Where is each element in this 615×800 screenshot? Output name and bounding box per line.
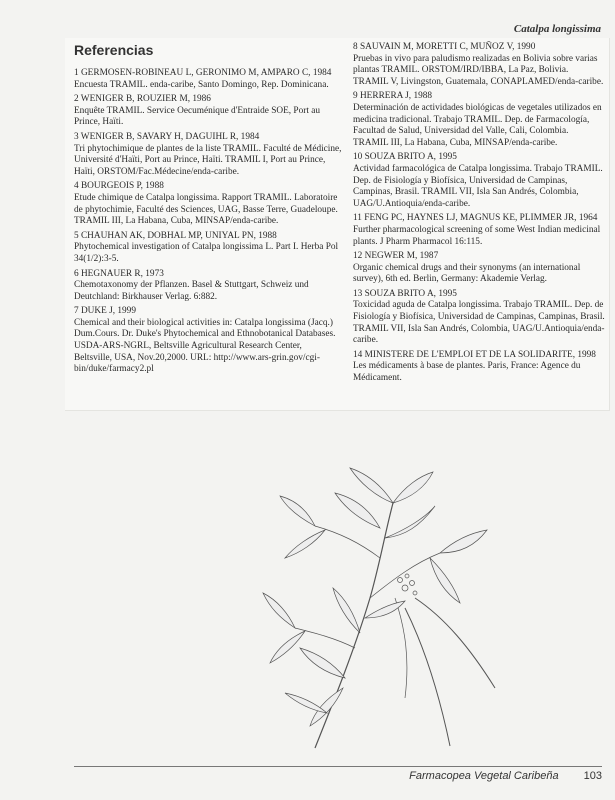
reference-body: Further pharmacological screening of some West Indian medicinal plants. J Pharm Pharmacol 16:115. [353,224,601,247]
reference-item [74,94,342,129]
reference-body: Etude chimique de Catalpa longissima. Rapport TRAMIL. Laboratoire de phytochimie, Faculté des Sciences, UAG, Basse Terre, Guadeloupe. TRAMIL III, La Habana, Cuba, MINSAP/enda-caribe. [74,192,338,227]
reference-author: 8 SAUVAIN M, MORETTI C, MUÑOZ V, 1990 [353,42,536,52]
reference-body: Enquête TRAMIL. Service Oecuménique d'Entraide SOE, Port au Prince, Haïti. [74,105,320,128]
reference-author: 9 HERRERA J, 1988 [353,91,433,102]
reference-body: Chemotaxonomy der Pflanzen. Basel & Stuttgart, Schweiz und Deutchland: Birkhauser Verlag. 6:882. [74,280,309,302]
reference-body: Tri phytochimique de plantes de la liste TRAMIL. Faculté de Médicine, Université d'Haïti, Port au Prince, Haïti. TRAMIL I, Port au Prince, Haïti, ORSTOM/Fac.Médecine/enda-caribe. [74,143,342,177]
reference-body: Toxicidad aguda de Catalpa longissima. Trabajo TRAMIL. Dep. de Fisiología y Biofísica, Universidad de Campinas, Campinas, Brasil. TRAMIL VII, Isla San Andrés, Colombia, UAG/U.Antioquia/enda-caribe. [353,300,605,346]
reference-author: 10 SOUZA BRITO A, 1995 [353,152,457,163]
reference-body: Phytochemical investigation of Catalpa longissima L. Part I. Herba Pol 34(1/2):3-5. [74,242,339,264]
reference-author: 14 MINISTERE DE L'EMPLOI ET DE LA SOLIDARITE, 1998 [353,349,596,360]
reference-item [353,251,605,286]
page-number: 103 [583,770,602,782]
reference-author: 1 GERMOSEN-ROBINEAU L, GERONIMO M, AMPARO C, 1984 [74,68,332,78]
footer-title: Farmacopea Vegetal Caribeña [409,770,559,782]
reference-author: 2 WENIGER B, ROUZIER M, 1986 [74,94,211,105]
reference-author: 5 CHAUHAN AK, DOBHAL MP, UNIYAL PN, 1988 [74,230,277,241]
reference-body: Organic chemical drugs and their synonyms (an international survey), 6th ed. Berlin, Germany: Akademie Verlag. [353,262,581,285]
reference-item [353,289,605,347]
reference-item [74,269,342,304]
page-footer [74,770,602,782]
reference-item [74,68,342,91]
reference-item [353,213,605,248]
reference-item [74,132,342,178]
running-head: Catalpa longissima [513,23,601,35]
reference-author: 11 FENG PC, HAYNES LJ, MAGNUS KE, PLIMMER JR, 1964 [353,213,598,224]
references-column-right [353,42,605,388]
references-heading: Referencias [74,42,154,58]
references-column-left [74,68,342,379]
catalpa-branch-illustration [255,448,500,750]
reference-item [74,231,342,266]
reference-item [353,152,605,210]
reference-author: 6 HEGNAUER R, 1973 [74,268,164,279]
reference-body: Determinación de actividades biológicas de vegetales utilizados en medicina tradicional. Trabajo TRAMIL. Dep. de Farmacología, Facultad de Salud, Universidad del Valle, Cali, Colombia. TRAMIL III, La Habana, Cuba, MINSAP/enda-caribe. [353,102,602,148]
reference-author: 4 BOURGEOIS P, 1988 [74,181,164,192]
reference-author: 13 SOUZA BRITO A, 1995 [353,288,457,299]
reference-item [353,91,605,149]
reference-author: 7 DUKE J, 1999 [74,306,136,317]
reference-body: Les médicaments à base de plantes. Paris, France: Agence du Médicament. [353,361,581,384]
reference-item [74,306,342,376]
reference-item [353,42,605,88]
footer-rule [74,766,602,767]
reference-body: Encuesta TRAMIL. enda-caribe, Santo Domingo, Rep. Dominicana. [74,79,329,90]
reference-author: 3 WENIGER B, SAVARY H, DAGUIHL R, 1984 [74,131,260,142]
reference-body: Actividad farmacológica de Catalpa longissima. Trabajo TRAMIL. Dep. de Fisiología y Biofísica, Universidad de Campinas, Campinas, Brasil. TRAMIL VII, Isla San Andrés, Colombia, UAG/U.Antioquia/enda-caribe. [353,163,603,209]
reference-body: Chemical and their biological activities in: Catalpa longissima (Jacq.) Dum.Cours. Dr. Duke's Phytochemical and Ethnobotanical Databases. USDA-ARS-NGRL, Beltsville Agricultural Research Center, Beltsville, USA, Nov.20,2000. URL: http://www.ars-grin.gov/cgi-bin/duke/farmacy2.pl [74,317,336,375]
reference-author: 12 NEGWER M, 1987 [353,251,439,262]
reference-item [74,181,342,227]
reference-item [353,350,605,385]
reference-body: Pruebas in vivo para paludismo realizadas en Bolivia sobre varias plantas TRAMIL. ORSTOM/IRD/IBBA, La Paz, Bolivia. TRAMIL V, Livingston, Guatemala, CONAPLAMED/enda-caribe. [353,53,604,87]
